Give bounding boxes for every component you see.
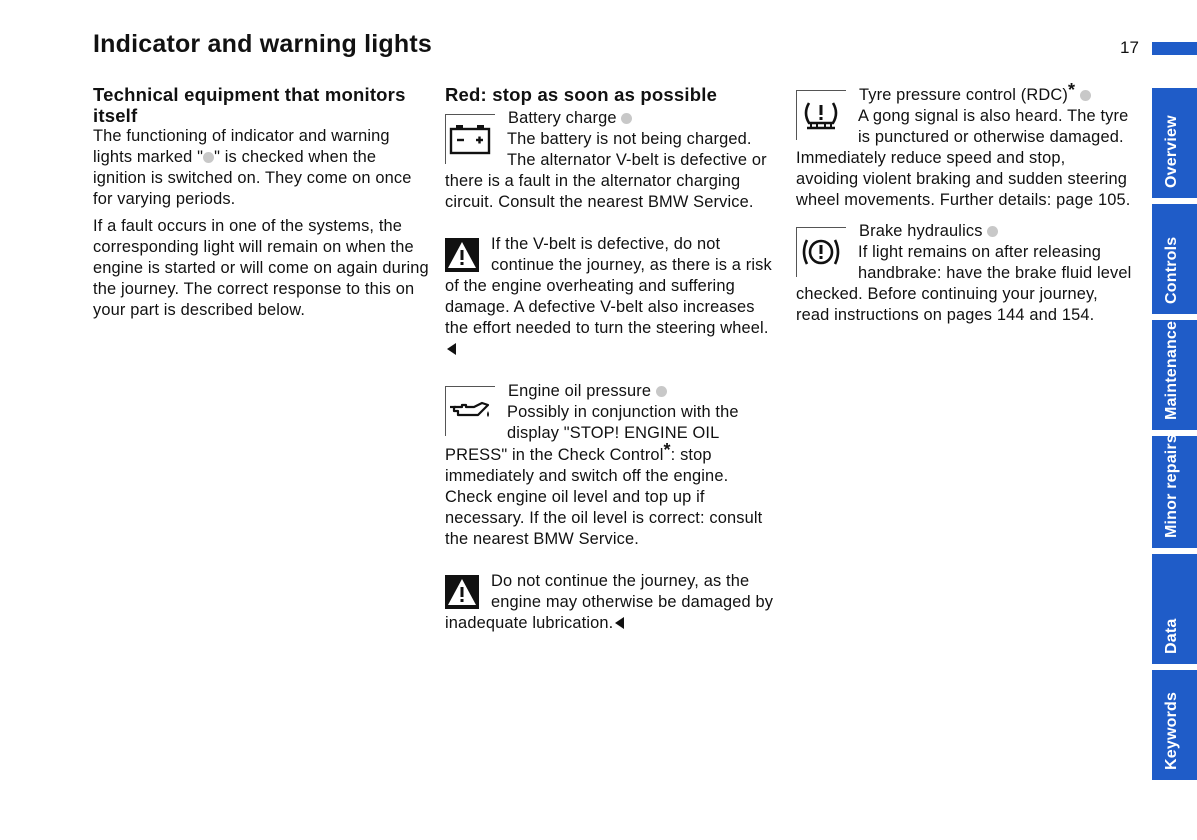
tab-label: Controls <box>1163 236 1180 304</box>
battery-block <box>445 108 779 213</box>
availability-star: * <box>663 440 671 460</box>
warning-vbelt-text <box>445 234 779 360</box>
page-number: 17 <box>1120 38 1139 57</box>
warning-triangle-icon <box>445 575 479 609</box>
intro-text-a: The functioning of indicator and warning lights marked " <box>93 127 390 166</box>
rdc-text: A gong signal is also heard. The tyre is punctured or otherwise damaged. Immediately reduce speed and stop, avoiding violent braking and sudden steering wheel movements. Further details: page 105. <box>796 107 1131 209</box>
column-tyre-brake <box>796 80 1132 326</box>
warning-oil-block <box>445 571 779 634</box>
section-heading: Red: stop as soon as possible <box>445 84 718 105</box>
tab-overview[interactable] <box>1152 88 1197 198</box>
warning-vbelt-body: If the V-belt is defective, do not continue the journey, as there is a risk of the engine overheating and suffering damage. A defective V-belt also increases the effort needed to turn the steering wheel. <box>445 235 772 337</box>
page-title: Indicator and warning lights <box>93 30 432 58</box>
battery-title-line <box>445 108 779 129</box>
battery-title: Battery charge <box>508 109 617 127</box>
brake-icon <box>796 227 846 277</box>
tab-label: Maintenance <box>1163 320 1180 420</box>
warning-triangle-icon <box>445 238 479 272</box>
end-marker-icon <box>615 617 624 629</box>
battery-icon <box>445 114 495 164</box>
oil-text-b: : stop immediately and switch off the engine. Check engine oil level and top up if necessary. If the oil level is correct: consult the nearest BMW Service. <box>445 446 763 548</box>
oil-title: Engine oil pressure <box>508 382 652 400</box>
tab-keywords[interactable] <box>1152 670 1197 780</box>
brake-block <box>796 221 1132 326</box>
tab-label: Minor repairs <box>1163 434 1180 538</box>
warning-vbelt-block <box>445 234 779 360</box>
gray-dot-icon <box>987 226 998 237</box>
section-heading: Technical equipment that monitors itself <box>93 84 406 126</box>
gray-dot-icon <box>621 113 632 124</box>
warning-oil-body: Do not continue the journey, as the engine may otherwise be damaged by inadequate lubrication. <box>445 572 774 632</box>
battery-text: The battery is not being charged. The alternator V-belt is defective or there is a fault in the alternator charging circuit. Consult the nearest BMW Service. <box>445 130 767 211</box>
tyre-pressure-icon <box>796 90 846 140</box>
end-marker-icon <box>447 343 456 355</box>
oil-block <box>445 381 779 550</box>
brake-title-line <box>796 221 1132 242</box>
brake-text: If light remains on after releasing handbrake: have the brake fluid level checked. Before continuing your journey, read instructions on pages 144 and 154. <box>796 243 1132 324</box>
column-red-stop <box>445 84 779 634</box>
oil-text-a: Possibly in conjunction with the display "STOP! ENGINE OIL PRESS" in the Check Control <box>445 403 739 464</box>
column-self-monitoring <box>93 84 429 321</box>
gray-dot-icon <box>203 152 214 163</box>
tab-label: Data <box>1163 618 1180 654</box>
rdc-block <box>796 80 1132 211</box>
oil-can-icon <box>445 386 495 436</box>
oil-title-line <box>445 381 779 402</box>
tab-label: Keywords <box>1163 691 1180 770</box>
brake-title: Brake hydraulics <box>859 222 983 240</box>
gray-dot-icon <box>1080 90 1091 101</box>
tab-controls[interactable] <box>1152 204 1197 314</box>
page-number-bar <box>1152 42 1197 55</box>
rdc-title-line <box>796 80 1132 106</box>
rdc-title: Tyre pressure control (RDC) <box>859 86 1068 104</box>
gray-dot-icon <box>656 386 667 397</box>
paragraph-intro <box>93 126 429 210</box>
intro-text-b: " is checked when the ignition is switched on. They come on once for varying periods. <box>93 148 412 208</box>
warning-oil-text <box>445 571 779 634</box>
paragraph-fault: If a fault occurs in one of the systems, the corresponding light will remain on when the engine is started or will come on again during the journey. The correct response to this on your part is described below. <box>93 217 429 319</box>
availability-star: * <box>1067 80 1076 100</box>
tab-maintenance[interactable] <box>1152 320 1197 430</box>
tab-minor-repairs[interactable] <box>1152 436 1197 548</box>
tab-data[interactable] <box>1152 554 1197 664</box>
tab-label: Overview <box>1163 115 1180 188</box>
